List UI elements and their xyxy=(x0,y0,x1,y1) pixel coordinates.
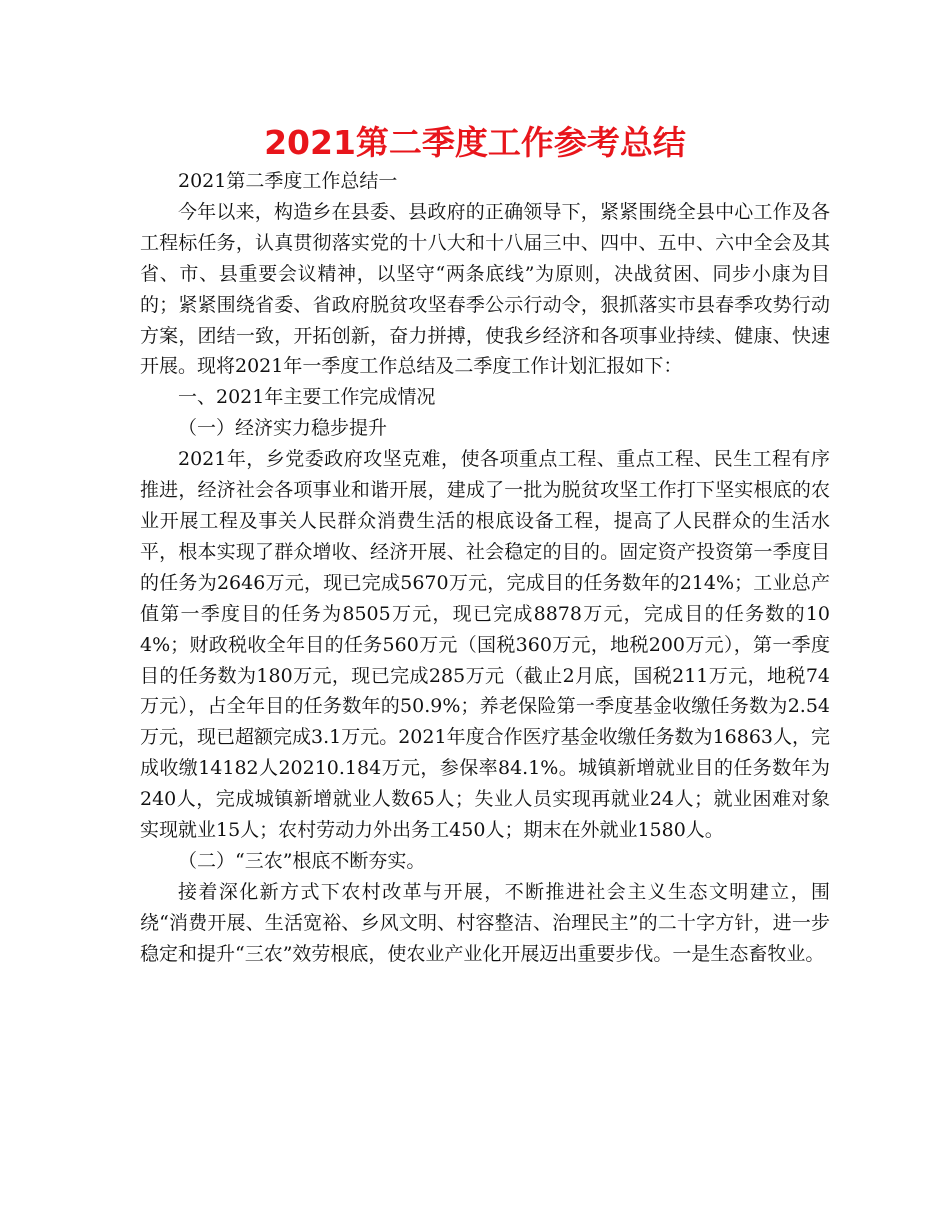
paragraph-agriculture: 接着深化新方式下农村改革与开展，不断推进社会主义生态文明建立，围绕“消费开展、生活宽裕、乡风文明、村容整洁、治理民主”的二十字方针，进一步稳定和提升“三农”效劳根底，使农业产业化开展迈出重要步伐。一是生态畜牧业。 xyxy=(140,880,830,965)
paragraph-intro: 今年以来，构造乡在县委、县政府的正确领导下，紧紧围绕全县中心工作及各工程标任务，认真贯彻落实党的十八大和十八届三中、四中、五中、六中全会及其省、市、县重要会议精神，以坚守“两条底线”为原则，决战贫困、同步小康为目的；紧紧围绕省委、省政府脱贫攻坚春季公示行动令，狠抓落实市县春季攻势行动方案，团结一致，开拓创新，奋力拼搏，使我乡经济和各项事业持续、健康、快速开展。现将2021年一季度工作总结及二季度工作计划汇报如下： xyxy=(140,200,830,378)
document-body xyxy=(140,166,830,970)
document-title: 2021第二季度工作参考总结 xyxy=(264,123,686,162)
paragraph-economy: 2021年，乡党委政府攻坚克难，使各项重点工程、重点工程、民生工程有序推进，经济社会各项事业和谐开展，建成了一批为脱贫攻坚工作打下坚实根底的农业开展工程及事关人民群众消费生活的根底设备工程，提高了人民群众的生活水平，根本实现了群众增收、经济开展、社会稳定的目的。固定资产投资第一季度目的任务为2646万元，现已完成5670万元，完成目的任务数年的214%；工业总产值第一季度目的任务为8505万元，现已完成8878万元，完成目的任务数的104%；财政税收全年目的任务560万元（国税360万元，地税200万元），第一季度目的任务数为180万元，现已完成285万元（截止2月底，国税211万元，地税74万元），占全年目的任务数年的50.9%；养老保险第一季度基金收缴任务数为2.54万元，现已超额完成3.1万元。2021年度合作医疗基金收缴任务数为16863人，完成收缴14182人20210.184万元，参保率84.1%。城镇新增就业目的任务数年为240人，完成城镇新增就业人数65人；失业人员实现再就业24人；就业困难对象实现就业15人；农村劳动力外出务工450人；期末在外就业1580人。 xyxy=(140,448,831,842)
subsection-heading-economy: （一）经济实力稳步提升 xyxy=(178,417,388,440)
subsection-heading-agriculture: （二）“三农”根底不断夯实。 xyxy=(178,849,426,872)
section-heading: 一、2021年主要工作完成情况 xyxy=(178,386,436,409)
paragraph-subtitle: 2021第二季度工作总结一 xyxy=(178,170,398,192)
